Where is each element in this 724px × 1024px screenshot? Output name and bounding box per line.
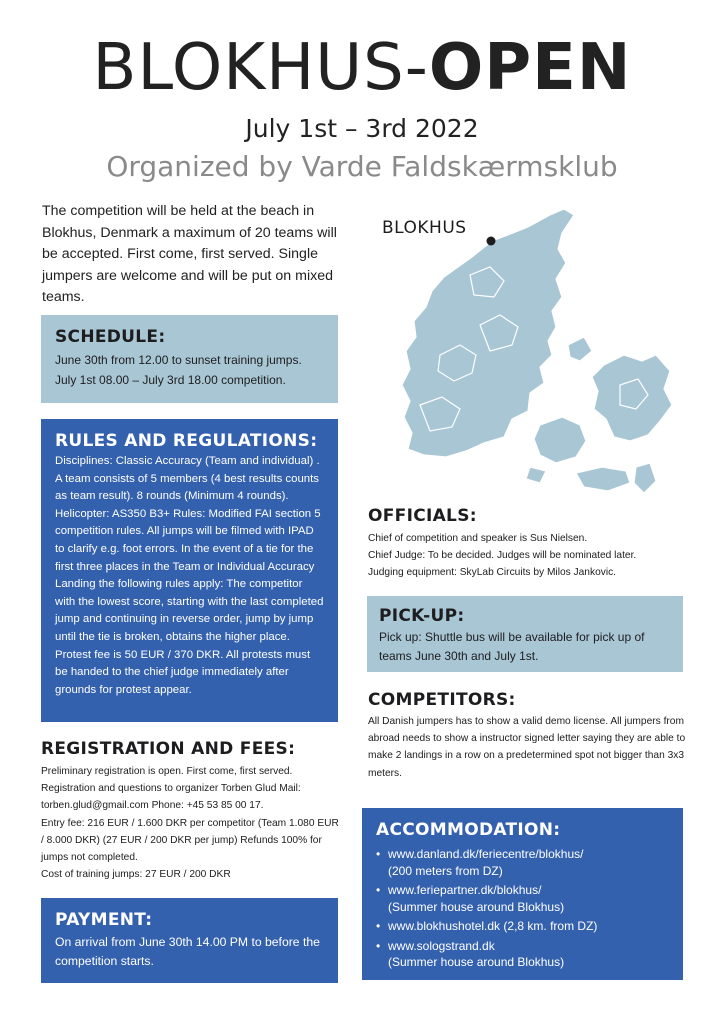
bullet-icon: • [376, 883, 381, 897]
page-title [0, 30, 724, 106]
registration-line-1: Preliminary registration is open. First come, first served. [41, 766, 293, 777]
denmark-map [380, 205, 680, 505]
accommodation-item [376, 882, 669, 915]
registration-heading: REGISTRATION AND FEES: [41, 739, 296, 759]
registration-section [41, 739, 341, 883]
accommodation-item [376, 918, 669, 935]
accommodation-note: (Summer house around Blokhus) [388, 955, 565, 969]
accommodation-note: (Summer house around Blokhus) [388, 899, 565, 914]
schedule-line-2: July 1st 08.00 – July 3rd 18.00 competition. [55, 372, 286, 387]
map-land [402, 209, 672, 493]
officials-section [368, 506, 688, 582]
accommodation-item [376, 938, 669, 971]
title-bold: OPEN [428, 31, 632, 105]
officials-heading: OFFICIALS: [368, 506, 477, 526]
competitors-text: All Danish jumpers has to show a valid demo license. All jumpers from abroad needs to show a instructor signed letter saying they are able to make 2 landings in a row on a predetermined spot not bigger than 3x3 meters. [368, 716, 686, 779]
title-light: BLOKHUS- [92, 31, 429, 105]
accommodation-note: (200 meters from DZ) [388, 863, 503, 878]
schedule-line-1: June 30th from 12.00 to sunset training jumps. [55, 353, 302, 367]
schedule-box [41, 315, 338, 403]
rules-box [41, 419, 338, 722]
bullet-icon: • [376, 919, 381, 933]
pickup-heading: PICK-UP: [379, 606, 465, 626]
map-label-blokhus: BLOKHUS [382, 218, 467, 238]
organizer-line: Organized by Varde Faldskærmsklub [106, 150, 618, 183]
payment-text: On arrival from June 30th 14.00 PM to before the competition starts. [55, 935, 320, 968]
rules-text: Disciplines: Classic Accuracy (Team and individual) . A team consists of 5 members (4 best results counts as team result). 8 rounds (Minimum 4 rounds). Helicopter: AS350 B3+ Rules: Modified FAI section 5 competition rules. All jumps will be filmed with IPAD to clarify e.g. foot errors. In the event of a tie for the first three places in the Team or Individual Accuracy Landing the following rules apply: The competitor with the lowest score, starting with the last completed jump and continuing in reverse order, jump by jump until the tie is broken, obtains the higher place. Protest fee is 50 EUR / 370 DKR. All protests must be handed to the chief judge immediately after grounds for protest appear. [55, 455, 324, 696]
competitors-section [368, 690, 686, 782]
officials-line-1: Chief of competition and speaker is Sus Nielsen. [368, 533, 588, 544]
schedule-heading: SCHEDULE: [55, 327, 166, 347]
officials-line-2: Chief Judge: To be decided. Judges will be nominated later. [368, 550, 637, 562]
event-dates: July 1st – 3rd 2022 [245, 114, 479, 143]
accommodation-link[interactable]: www.feriepartner.dk/blokhus/ [388, 883, 542, 897]
registration-fees: Entry fee: 216 EUR / 1.600 DKR per competitor (Team 1.080 EUR / 8.000 DKR) (27 EUR / 200 DKR per jump) Refunds 100% for jumps not completed. [41, 817, 339, 864]
accommodation-link[interactable]: www.sologstrand.dk [388, 938, 495, 953]
bullet-icon: • [376, 847, 381, 861]
pickup-box [367, 596, 683, 672]
accommodation-link[interactable]: www.danland.dk/feriecentre/blokhus/ [388, 847, 584, 861]
officials-line-3: Judging equipment: SkyLab Circuits by Milos Jankovic. [368, 567, 617, 579]
registration-line-2: Registration and questions to organizer Torben Glud Mail: [41, 783, 301, 795]
accommodation-heading: ACCOMMODATION: [376, 820, 561, 840]
payment-heading: PAYMENT: [55, 910, 153, 930]
pickup-text: Pick up: Shuttle bus will be available for pick up of teams June 30th and July 1st. [379, 630, 645, 663]
intro-paragraph: The competition will be held at the beach in Blokhus, Denmark a maximum of 20 teams will be accepted. First come, first served. Single jumpers are welcome and will be put on mixed teams. [42, 203, 337, 305]
payment-box [41, 898, 338, 983]
denmark-map-graphic [380, 205, 680, 505]
blokhus-marker [487, 237, 496, 246]
accommodation-link[interactable]: www.blokhushotel.dk (2,8 km. from DZ) [388, 919, 598, 933]
accommodation-list [376, 846, 669, 971]
registration-training-cost: Cost of training jumps: 27 EUR / 200 DKR [41, 869, 231, 881]
competitors-heading: COMPETITORS: [368, 690, 516, 710]
rules-heading: RULES AND REGULATIONS: [55, 431, 318, 451]
registration-contact: torben.glud@gmail.com Phone: +45 53 85 00 17. [41, 800, 264, 812]
accommodation-item [376, 846, 669, 879]
bullet-icon: • [376, 938, 381, 953]
accommodation-box [362, 808, 683, 980]
